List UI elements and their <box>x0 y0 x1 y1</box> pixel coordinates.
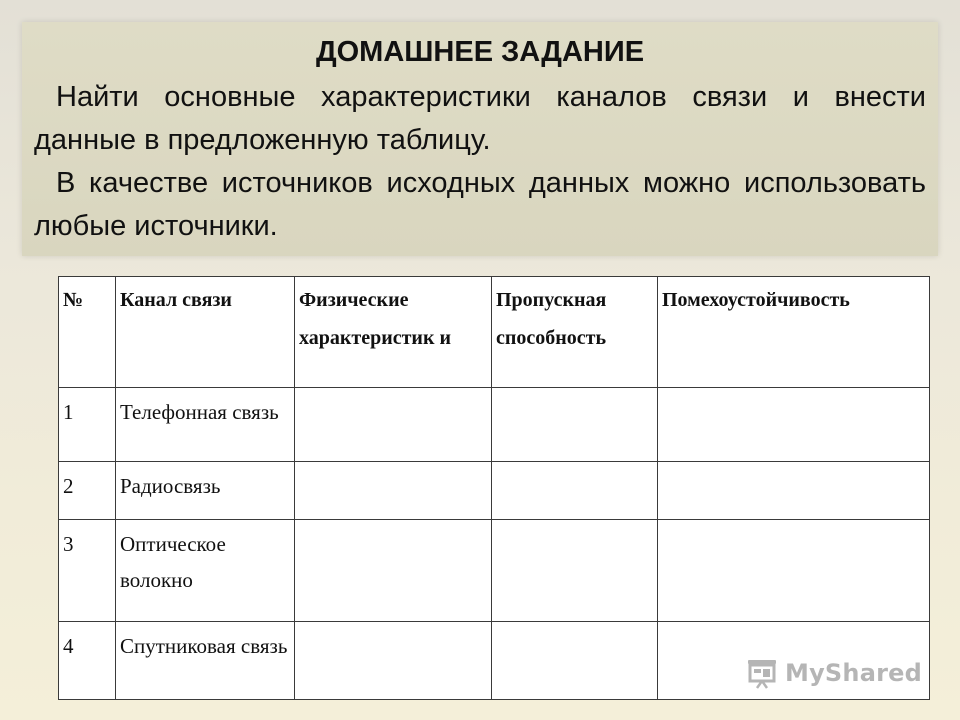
row-num: 3 <box>59 520 116 622</box>
row-physical <box>295 388 492 462</box>
row-physical <box>295 622 492 700</box>
row-channel: Телефонная связь <box>116 388 295 462</box>
row-physical <box>295 520 492 622</box>
watermark <box>745 656 922 690</box>
table-row <box>59 388 930 462</box>
row-num: 4 <box>59 622 116 700</box>
table-row <box>59 462 930 520</box>
header-physical: Физические характеристик и <box>295 277 492 388</box>
watermark-text: MyShared <box>785 659 922 687</box>
header-num: № <box>59 277 116 388</box>
homework-paragraph-1: Найти основные характеристики каналов связи и внести данные в предложенную таблицу. <box>34 81 926 156</box>
row-bandwidth <box>492 520 658 622</box>
table-row <box>59 520 930 622</box>
row-channel: Спутниковая связь <box>116 622 295 700</box>
header-channel: Канал связи <box>116 277 295 388</box>
row-channel: Радиосвязь <box>116 462 295 520</box>
homework-box <box>22 22 938 256</box>
row-noise-immunity <box>658 462 930 520</box>
row-bandwidth <box>492 622 658 700</box>
row-bandwidth <box>492 388 658 462</box>
row-channel: Оптическое волокно <box>116 520 295 622</box>
row-noise-immunity <box>658 388 930 462</box>
row-bandwidth <box>492 462 658 520</box>
row-num: 2 <box>59 462 116 520</box>
channels-table <box>58 276 930 700</box>
homework-title: ДОМАШНЕЕ ЗАДАНИЕ <box>315 36 645 68</box>
homework-paragraph-2: В качестве источников исходных данных можно использовать любые источники. <box>34 167 926 242</box>
header-bandwidth: Пропускная способность <box>492 277 658 388</box>
table-header-row <box>59 277 930 388</box>
projector-screen-icon <box>745 656 779 690</box>
row-physical <box>295 462 492 520</box>
row-num: 1 <box>59 388 116 462</box>
row-noise-immunity <box>658 520 930 622</box>
header-noise-immunity: Помехоустойчивость <box>658 277 930 388</box>
channels-table-wrapper <box>58 276 930 700</box>
